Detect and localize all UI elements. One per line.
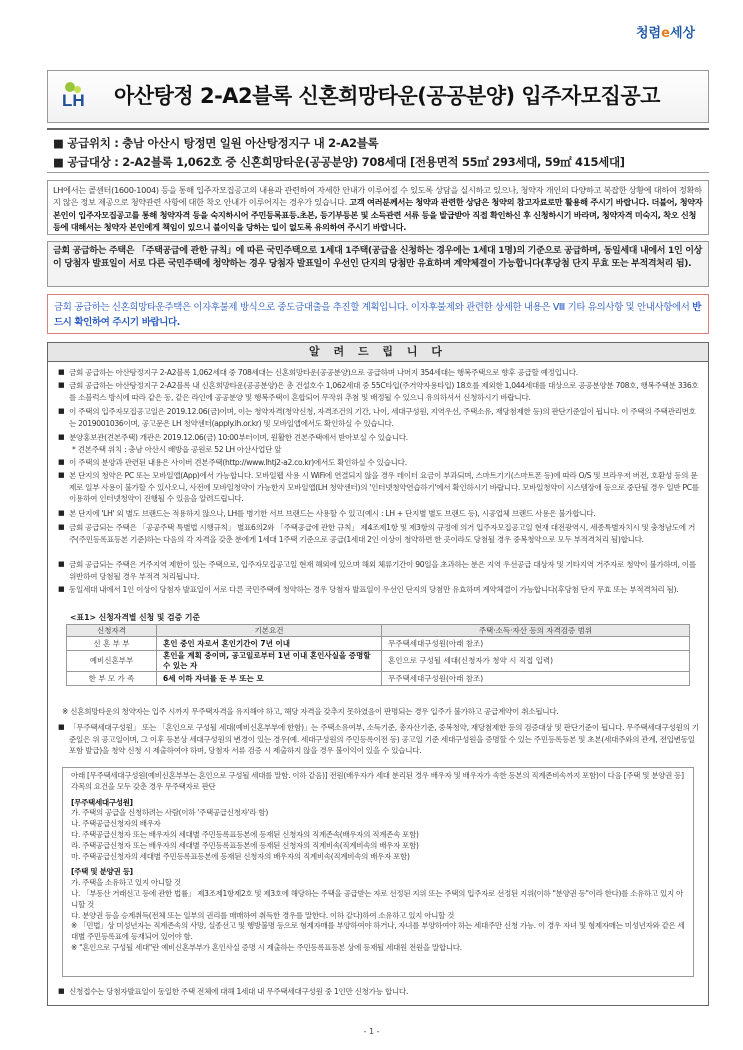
- notice-title: 알 려 드 립 니 다: [47, 342, 709, 362]
- table-caption: <표1> 신청자격별 신청 및 검증 기준: [70, 613, 200, 622]
- notice-bullet: ■ 이 주택의 분양과 관련된 내용은 사이버 견본주택(http://www.lhtj2-a2.co.kr)에서도 확인하실 수 있습니다.: [58, 458, 407, 467]
- table-row: 한 부 모 가 족 6세 이하 자녀를 둔 부 또는 모 무주택세대구성원(아래 참조): [67, 672, 690, 686]
- qualification-table: [66, 624, 690, 686]
- notice-bullet: ■ 금회 공급되는 주택은 거주지역 제한이 있는 주택으로, 입주자모집공고일 현재 해외에 있으며 해외 체류기간이 90일을 초과하는 분은 지역 우선공급 대상자 및 기타지역 거주자로 청약이 불가하며, 이를 위반하여 당첨될 경우 부적격 처리됩니다.: [58, 560, 696, 581]
- notice-bullet: ■ 분양홍보관(견본주택) 개관은 2019.12.06(금) 10:00부터이며, 원활한 견본주택에서 받아보실 수 있습니다.: [58, 433, 408, 442]
- notice-bullet: ■ 이 주택의 입주자모집공고일은 2019.12.06(금)이며, 이는 청약자격(청약신청, 자격조건의 기간, 나이, 세대구성원, 지역우선, 주택소유, 재당첨제한 등)의 판단기준일이 됩니다. 이 주택의 주택관리번호는 2019001036이며, 공고문은 LH 청약센터(apply.lh.or.kr) 및 모바일앱에서도 확인하실 수 있습니다.: [58, 407, 696, 428]
- notice-bullet: ■ 동일세대 내에서 1인 이상이 당첨자 발표일이 서로 다른 국민주택에 청약하는 경우 당첨자 발표일이 우선인 단지의 당첨만 유효하며 계약체결이 가능합니다(후당첨 단지 무효 또는 부적격처리 됨).: [58, 585, 679, 594]
- interest-deferral-notice: 금회 공급하는 신혼희망타운주택은 이자후불제 방식으로 중도금대출을 추진할 계획입니다. 이자후불제와 관련한 상세한 내용은 Ⅷ 기타 유의사항 및 안내사항에서 반드시 확인하여 주시기 바랍니다.: [47, 294, 709, 334]
- notice-bullet: ■ 금회 공급하는 아산탕정지구 2-A2블록 내 신혼희망타운(공공분양)은 총 건설호수 1,062세대 중 55C타입(주거약자용타입) 18호를 제외한 1,044세대를 대상으로 공공분양분 708호, 행복주택분 336호를 소블럭스 방식에 따라 같은 동, 같은 라인에 공공분양 및 행복주택이 혼합되어 무작위 추첨 및 배정될 수 있으니 유의하셔서 신청하시기 바랍니다.: [58, 381, 699, 402]
- table-row: 예비신혼부부 혼인을 계획 중이며, 공고일로부터 1년 이내 혼인사실을 증명할 수 있는 자 혼인으로 구성될 세대(신청자가 청약 시 직접 입력): [67, 651, 690, 672]
- notice-bullet: ■ 본 단지의 청약은 PC 또는 모바일앱(App)에서 가능합니다. 모바일웹 사용 시 WiFi에 연결되지 않을 경우 데이터 요금이 부과되며, 스마트기기(스마트폰 등)에 따라 O/S 및 브라우저 버전, 호환성 등의 문제로 일부 사용이 불가할 수 있사오니, 사전에 모바일청약이 가능한지 모바일앱(LH 청약센터)의 '인터넷청약연습하기'에서 확인하시기 바랍니다. 모바일청약이 시스템장애 등으로 중단될 경우 일반 PC를 이용하여 인터넷청약이 진행될 수 있음을 알려드립니다.: [58, 471, 699, 503]
- notice-bullet: ■ 금회 공급하는 아산탕정지구 2-A2블록 1,062세대 중 708세대는 신혼희망타운(공공분양)으로 공급하며 나머지 354세대는 행복주택으로 향후 공급할 예정입니다.: [58, 368, 578, 377]
- supply-info: [47, 128, 709, 173]
- supply-target: ■ 공급대상 : 2-A2블록 1,062호 중 신혼희망타운(공공분양) 708세대 [전용면적 55㎡ 293세대, 59㎡ 415세대]: [53, 155, 625, 169]
- notice-bullet: ■ 「무주택세대구성원」 또는 「혼인으로 구성될 세대(예비신혼부부에 한함)」는 주택소유여부, 소득기준, 총자산기준, 중복청약, 재당첨제한 등의 검증대상 및 판단기준이 됩니다. 무주택세대구성원의 기준일은 위 공고일이며, 그 이후 등본상 세대구성원의 변경이 있는 경우(예. 세대구성원의 주민등록이전 등) 공고일 기준 세대구성원을 증명할 수 있는 주민등록등본 및 초본(세대주와의 관계, 전입변동일 포함 발급)을 청약 신청 시 제출하여야 하며, 당첨자 서류 검증 시 제출하지 않을 경우 불이익이 있을 수 있습니다.: [58, 723, 699, 755]
- table-header: 신청자격: [67, 625, 157, 637]
- notice-body: [47, 362, 709, 1006]
- homeless-definition-box: 아래 [무주택세대구성원(예비신혼부부는 혼인으로 구성될 세대를 말함. 이하 같음)] 전원(배우자가 세대 분리된 경우 배우자 및 배우자가 속한 등본의 직계존비속까지 포함)이 다음 [주택 및 분양권 등] 각목의 요건을 모두 갖춘 경우 무주택자로 판단 [무주택세대구성원] 가. 주택의 공급을 신청하려는 사람(이하 '주택공급신청자'라 함) 나. 주택공급신청자의 배우자 다. 주택공급신청자 또는 배우자의 세대별 주민등록표등본에 등재된 신청자의 직계존속(배우자의 직계존속 포함) 라. 주택공급신청자 또는 배우자의 세대별 주민등록표등본에 등재된 신청자의 직계비속(직계비속의 배우자 포함) 마. 주택공급신청자의 세대별 주민등록표등본에 등재된 신청자의 배우자의 직계비속(직계비속의 배우자 포함) [주택 및 분양권 등] 가. 주택을 소유하고 있지 아니할 것 나. 「부동산 거래신고 등에 관한 법률」 제3조제1항제2호 및 제3호에 해당하는 주택을 공급받는 자로 선정된 지위 또는 주택의 입주자로 선정된 지위(이하 "분양권 등"이라 한다)를 소유하고 있지 아니할 것 다. 분양권 등을 승계취득(전체 또는 일부의 권리를 매매하여 취득한 경우를 말한다. 이하 같다)하여 소유하고 있지 아니할 것 ※ 「민법」상 미성년자는 직계존속의 사망, 실종선고 및 행방불명 등으로 형제자매를 부양하여야 하거나, 자녀를 부양하여야 하는 세대주만 신청 가능. 이 경우 자녀 및 형제자매는 미성년자와 같은 세대별 주민등록표에 등재되어 있어야 함. ※ "혼인으로 구성될 세대"란 예비신혼부부가 혼인사실 증명 시 제출하는 주민등록표등본 상에 등재될 세대원 전원을 말합니다.: [62, 767, 694, 977]
- title-banner: [47, 70, 709, 123]
- national-housing-notice: 금회 공급하는 주택은 「주택공급에 관한 규칙」에 따른 국민주택으로 1세대 1주택(공급을 신청하는 경우에는 1세대 1명)의 기준으로 공급하며, 동일세대 내에서 1인 이상이 당첨자 발표일이 서로 다른 국민주택에 청약하는 경우 당첨자 발표일이 우선인 단지의 당첨만 유효하며 계약체결이 가능합니다(후당첨 단지 무효 또는 부적격처리 됨).: [47, 241, 709, 287]
- lh-logo: LH: [62, 82, 98, 114]
- table-header: 주택·소득·자산 등의 자격검증 범위: [382, 625, 690, 637]
- page-title: 아산탕정 2-A2블록 신혼희망타운(공공분양) 입주자모집공고: [114, 84, 660, 108]
- notice-bullet: ■ 신청접수는 당첨자발표일이 동일한 주택 전체에 대해 1세대 내 무주택세대구성원 중 1인만 신청가능 합니다.: [58, 987, 409, 996]
- intro-notice: LH에서는 콜센터(1600-1004) 등을 통해 입주자모집공고의 내용과 관련하여 자세한 안내가 이루어질 수 있도록 상담을 실시하고 있으나, 청약자 개인의 다양하고 복잡한 상황에 대하여 정확하지 않은 정보 제공으로 청약관련 사항에 대한 착오 안내가 이루어지는 경우가 있습니다. 고객 여러분께서는 청약과 관련한 상담은 청약의 참고자료로만 활용해 주시기 바랍니다. 더불어, 청약자 본인이 입주자모집공고를 통해 청약자격 등을 숙지하시어 주민등록표등.초본, 등기부등본 및 소득관련 서류 등을 발급받아 직접 확인하신 후 신청하시기 바라며, 청약자격 미숙지, 착오 신청 등에 대해서는 청약자 본인에게 책임이 있으니 불이익을 당하는 일이 없도록 유의하여 주시기 바랍니다.: [47, 180, 709, 235]
- table-header: 기본요건: [157, 625, 382, 637]
- table-note: ※ 신혼희망타운의 청약자는 입주 시까지 무주택자격을 유지해야 하고, 해당 자격을 갖추지 못하였음이 판명되는 경우 입주가 불가하고 공급계약이 취소됩니다.: [62, 707, 559, 716]
- table-row: 신 혼 부 부 혼인 중인 자로서 혼인기간이 7년 이내 무주택세대구성원(아래 참조): [67, 637, 690, 651]
- supply-location: ■ 공급위치 : 충남 아산시 탕정면 일원 아산탕정지구 내 2-A2블록: [53, 136, 379, 150]
- notice-bullet: ■ 본 단지에 'LH' 외 별도 브랜드는 적용하지 않으나, LH를 병기한 서브 브랜드는 사용할 수 있고(예시 : LH + 단지별 별도 브랜드 등), 시공업체 브랜드 사용은 불가합니다.: [58, 509, 596, 518]
- slogan-logo: 청렴e세상: [636, 26, 696, 41]
- model-house-location: * 견본주택 위치 : 충남 아산시 배방읍 공원로 52 LH 아산사업단 앞: [72, 445, 282, 454]
- page-number: - 1 -: [363, 1027, 380, 1036]
- notice-bullet: ■ 금회 공급되는 주택은 「공공주택 특별법 시행규칙」 별표6의2와 「주택공급에 관한 규칙」 제4조제1항 및 제3항의 규정에 의거 입주자모집공고일 현재 대전광역시, 세종특별자치시 및 충청남도에 거주(주민등록표등본 기준)하는 다음의 각 자격을 갖춘 분에게 1세대 1주택 기준으로 공급(1세대 2인 이상이 청약하면 한 곳이라도 당첨될 경우 중복청약으로 모두 부적격처리 됨)합니다.: [58, 523, 695, 544]
